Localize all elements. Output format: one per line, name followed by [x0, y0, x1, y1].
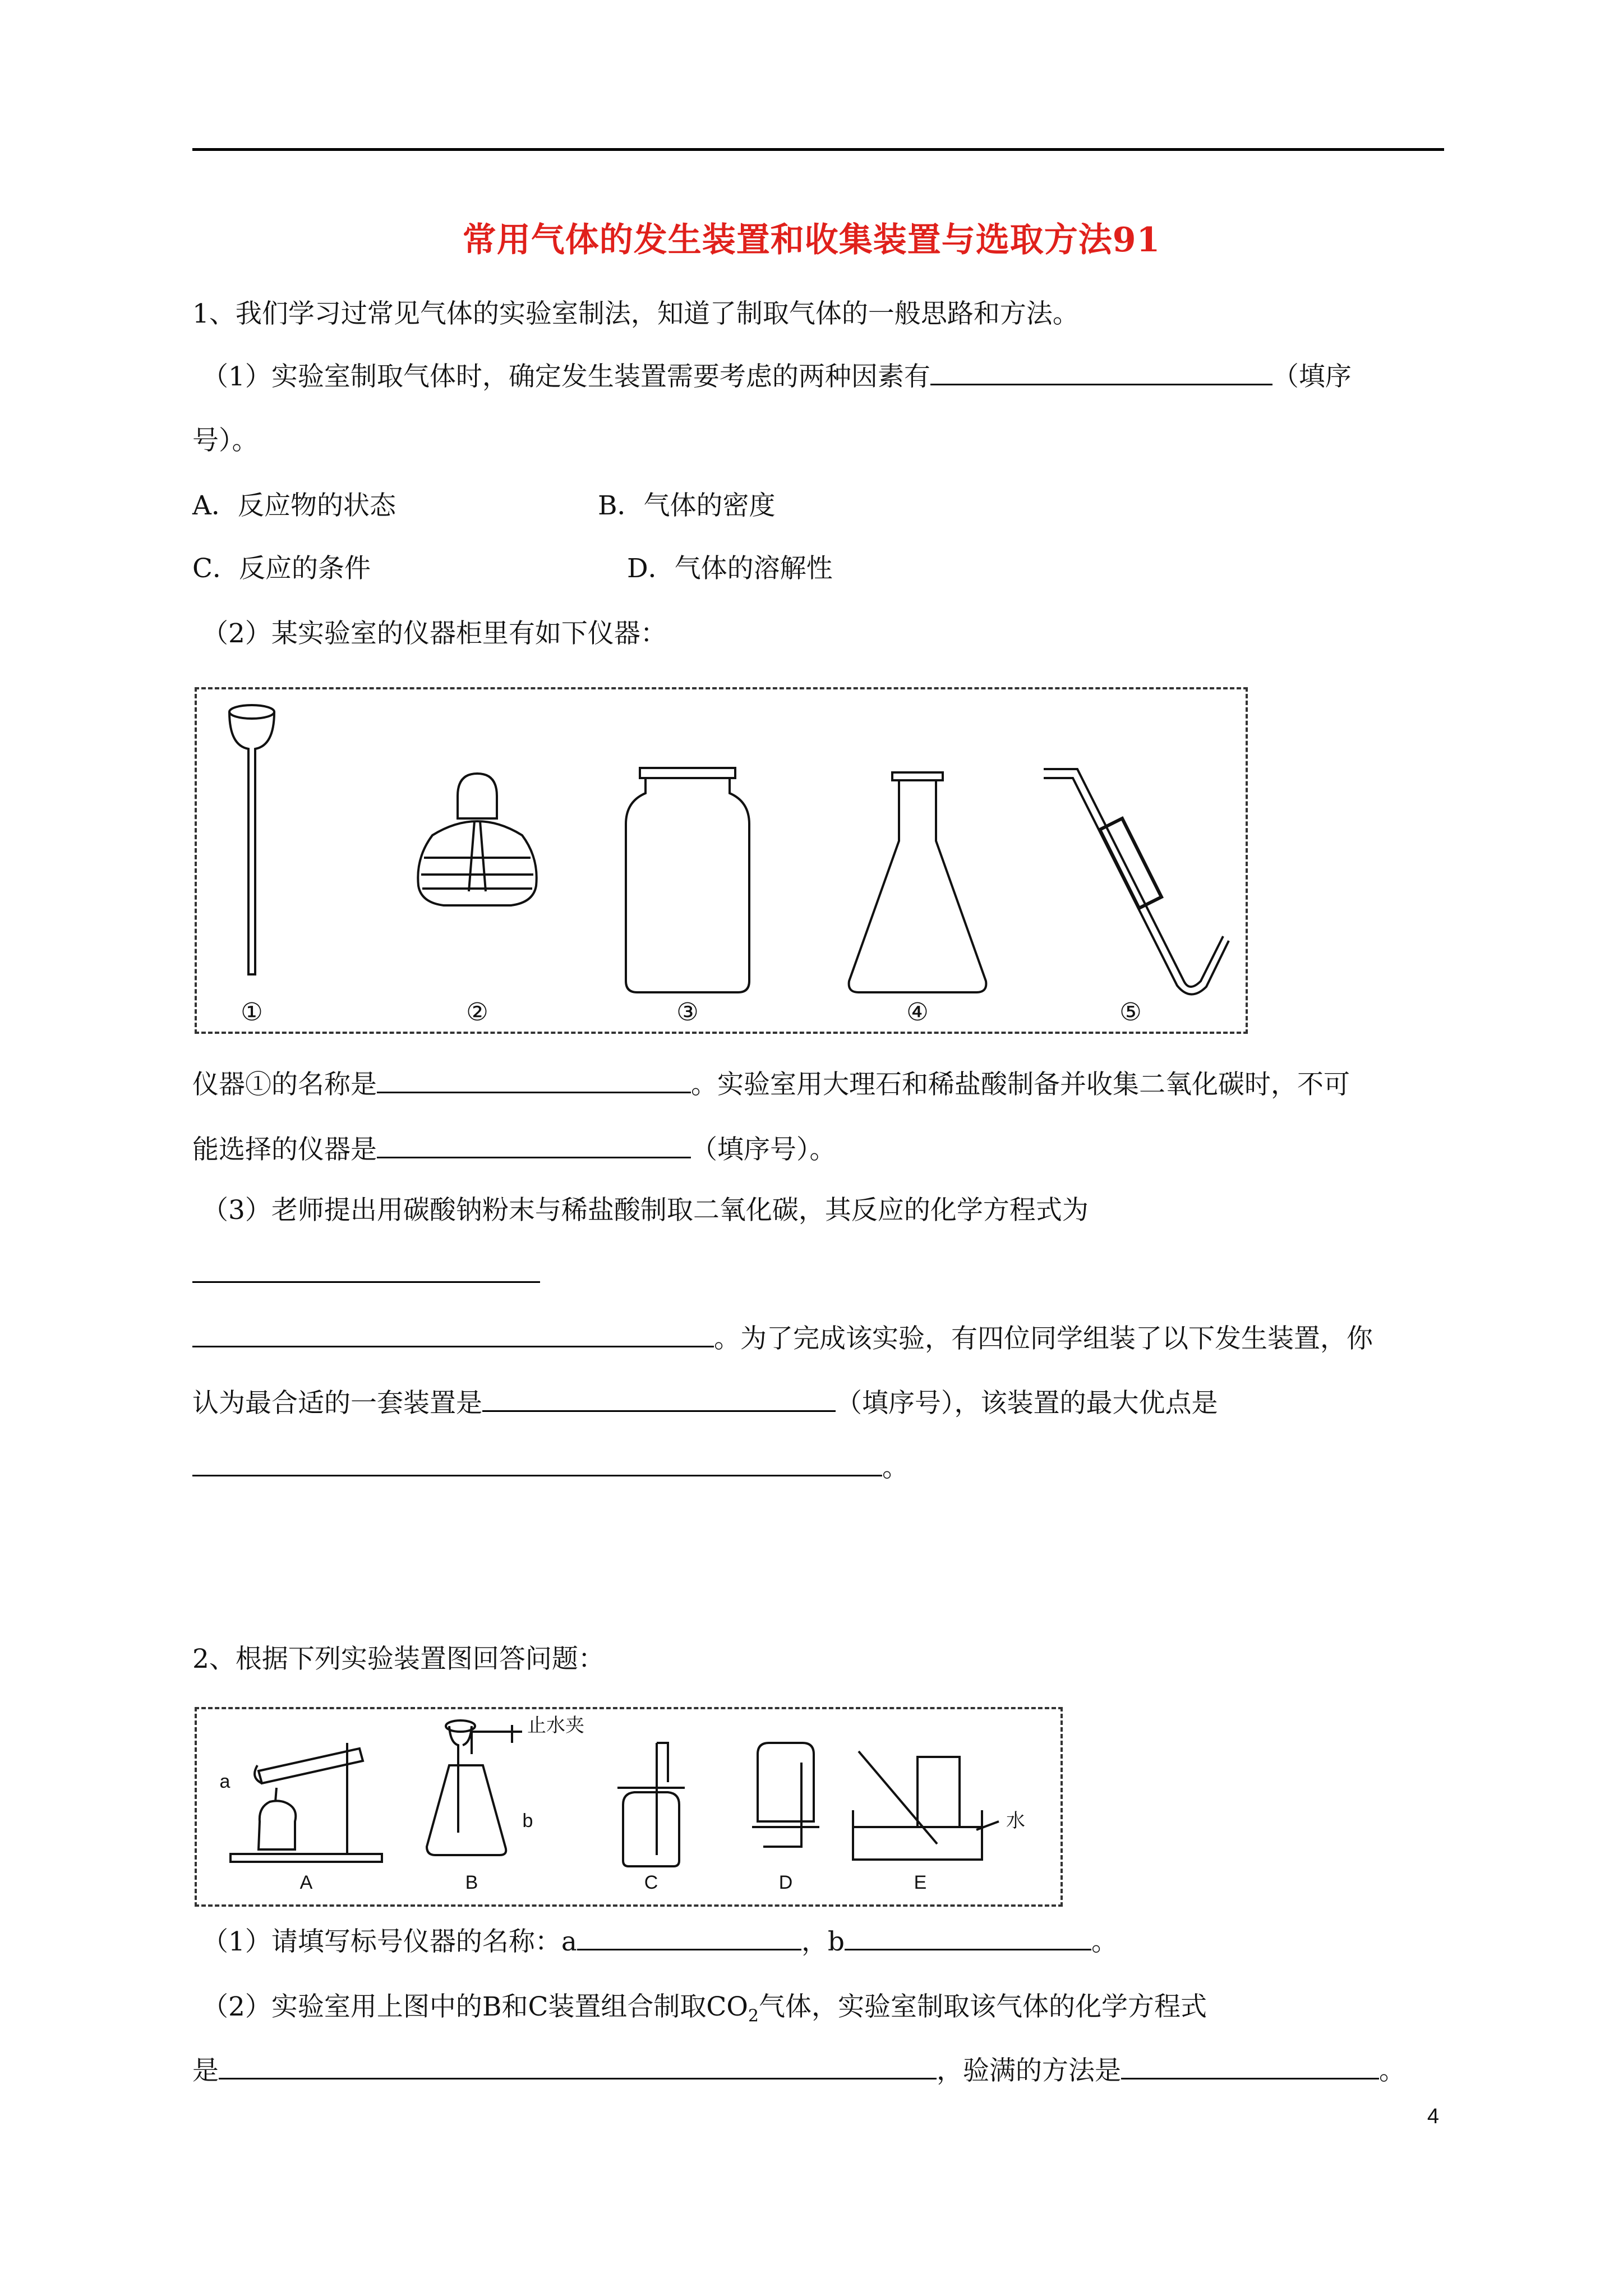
q1-part2-text: 仪器①的名称是 — [192, 1069, 377, 1100]
answer-blank — [845, 1924, 1091, 1950]
answer-blank — [377, 1132, 691, 1158]
instrument-label-4: ④ — [906, 999, 929, 1026]
answer-blank — [192, 1321, 714, 1347]
apparatus-label-d: D — [778, 1872, 793, 1893]
answer-blank — [482, 1386, 836, 1412]
option-b: B．气体的密度 — [598, 490, 776, 521]
instrument-drawing — [197, 689, 1246, 1032]
q1-part3-text-b: 学方程式为 — [956, 1195, 1089, 1226]
apparatus-a-icon — [230, 1743, 382, 1862]
q1-part2-text2: 。实验室用大理石和稀盐酸制备并收集二氧化碳时，不可 — [691, 1069, 1350, 1100]
instrument-label-3: ③ — [676, 999, 699, 1026]
q1-part2-question — [192, 1067, 1350, 1102]
delivery-tube-icon — [1044, 769, 1229, 995]
q2-part1 — [202, 1924, 1118, 1959]
q2-part1-text2: ，b — [801, 1926, 845, 1957]
apparatus-drawing — [197, 1709, 1061, 1904]
q1-part3-text3: 认为最合适的一套装置是 — [192, 1388, 482, 1419]
q1-part1-cont: 号）。 — [192, 425, 259, 456]
q2-part2-end: 。 — [1379, 2055, 1405, 2086]
q1-part3-text2: 。为了完成该实验，有四位同学组装了以下发生装置，你 — [714, 1323, 1373, 1354]
q1-part3-cont2 — [192, 1386, 1218, 1420]
apparatus-b-icon — [427, 1720, 522, 1855]
page-number: 4 — [1427, 2105, 1439, 2128]
q1-part1-text: （1）实验室制取气体时，确定发生装置需要考虑的两种因素有 — [202, 361, 930, 392]
apparatus-d-icon — [752, 1743, 819, 1847]
q1-part3-cont3 — [192, 1450, 909, 1485]
q2-part2-text: （2）实验室用上图中的B和C装置组合制取CO — [202, 1991, 748, 2022]
q1-part1-suffix: （填序 — [1272, 361, 1352, 392]
page-title: 常用气体的发生装置和收集装置与选取方法91 — [462, 220, 1161, 260]
subscript-2: 2 — [748, 2006, 759, 2026]
answer-blank — [192, 1450, 882, 1476]
instrument-label-1: ① — [241, 999, 263, 1026]
q1-part3-end: 。 — [882, 1452, 909, 1483]
instrument-label-5: ⑤ — [1119, 999, 1142, 1026]
q2-part1-end: 。 — [1091, 1926, 1118, 1957]
option-c: C．反应的条件 — [192, 553, 371, 584]
header-rule — [192, 148, 1444, 151]
answer-blank — [219, 2053, 937, 2079]
q1-part3-cont — [192, 1321, 1373, 1356]
q1-part2: （2）某实验室的仪器柜里有如下仪器： — [202, 618, 667, 649]
apparatus-label-c: C — [644, 1872, 658, 1893]
q1-part3-text4: （填序号），该装置的最大优点是 — [836, 1388, 1218, 1419]
conical-flask-icon — [849, 772, 986, 992]
apparatus-label-b: B — [465, 1872, 478, 1893]
instrument-figure — [195, 687, 1248, 1034]
q1-intro: 1、我们学习过常见气体的实验室制法，知道了制取气体的一般思路和方法。 — [192, 298, 1079, 329]
gas-jar-icon — [626, 768, 749, 992]
q1-part3-blank-line — [192, 1257, 540, 1291]
apparatus-label-a: A — [299, 1872, 313, 1893]
label-b: b — [522, 1810, 533, 1832]
q1-part1 — [202, 359, 1352, 394]
apparatus-label-e: E — [914, 1872, 927, 1893]
answer-blank — [577, 1924, 801, 1950]
q2-part2 — [202, 1990, 1207, 2033]
q2-part2-text4: ，验满的方法是 — [937, 2055, 1121, 2086]
q1-part2-cont — [192, 1132, 836, 1167]
q2-part2-text2: 气体，实验室制取该气体的化学方程式 — [759, 1991, 1207, 2022]
q2-part1-text: （1）请填写标号仪器的名称：a — [202, 1926, 577, 1957]
label-a: a — [219, 1771, 230, 1792]
apparatus-figure — [195, 1707, 1063, 1907]
answer-blank — [1121, 2053, 1379, 2079]
q2-intro: 2、根据下列实验装置图回答问题： — [192, 1644, 605, 1674]
long-stem-funnel-icon — [229, 705, 274, 974]
q2-part2-cont — [192, 2053, 1405, 2088]
alcohol-lamp-icon — [418, 774, 536, 905]
answer-blank — [930, 359, 1272, 385]
clamp-label: 止水夹 — [527, 1715, 584, 1736]
option-a: A．反应物的状态 — [192, 490, 396, 521]
q1-part2-text4: （填序号）。 — [691, 1134, 836, 1165]
apparatus-e-icon — [853, 1751, 999, 1860]
q1-part2-text3: 能选择的仪器是 — [192, 1134, 377, 1165]
answer-blank — [192, 1257, 540, 1283]
q2-part2-text3: 是 — [192, 2055, 219, 2086]
apparatus-c-icon — [617, 1743, 685, 1866]
option-d: D．气体的溶解性 — [627, 553, 833, 584]
q1-part3-text: （3）老师提出用碳酸钠粉末与稀盐酸制取二氧化碳，其反应的化 — [202, 1195, 957, 1226]
answer-blank — [377, 1067, 691, 1093]
water-label: 水 — [1006, 1810, 1025, 1832]
q1-part3 — [202, 1194, 1089, 1227]
instrument-label-2: ② — [466, 999, 488, 1026]
